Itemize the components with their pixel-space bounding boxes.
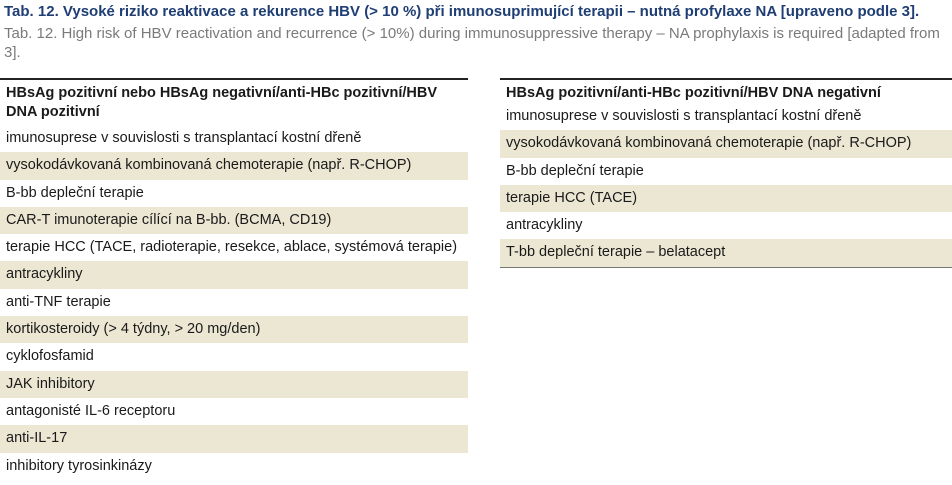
table-row: vysokodávkovaná kombinovaná chemoterapie (např. R-CHOP) xyxy=(500,130,952,157)
table-row: anti-IL-17 xyxy=(0,425,468,452)
table-row: anti-TNF terapie xyxy=(6,293,111,310)
left-column-heading: HBsAg pozitivní nebo HBsAg negativní/anti-HBc pozitivní/HBV DNA pozitivní xyxy=(0,78,468,125)
table-row: terapie HCC (TACE, radioterapie, resekce, ablace, systémová terapie) xyxy=(6,239,458,256)
table-row: kortikosteroidy (> 4 týdny, > 20 mg/den) xyxy=(0,316,468,343)
table-row: cyklofosfamid xyxy=(6,348,94,365)
table-row: antracykliny xyxy=(0,261,468,288)
caption-english: Tab. 12. High risk of HBV reactivation and recurrence (> 10%) during immunosuppressive therapy – NA prophylaxis is required [adapted from 3]. xyxy=(4,25,940,61)
right-column-rows xyxy=(500,103,952,268)
left-column xyxy=(0,78,468,480)
right-column-heading: HBsAg pozitivní/anti-HBc pozitivní/HBV DNA negativní xyxy=(500,78,952,103)
table-row: JAK inhibitory xyxy=(0,371,468,398)
table-row: imunosuprese v souvislosti s transplantací kostní dřeně xyxy=(6,130,362,146)
left-column-rows xyxy=(0,125,468,480)
right-column xyxy=(500,78,952,268)
table-row: imunosuprese v souvislosti s transplantací kostní dřeně xyxy=(506,108,862,124)
caption-czech: Tab. 12. Vysoké riziko reaktivace a rekurence HBV (> 10 %) při imunosuprimující terapii – nutná profylaxe NA [upraveno podle 3]. xyxy=(4,3,920,20)
table-row: vysokodávkovaná kombinovaná chemoterapie (např. R-CHOP) xyxy=(0,152,468,179)
table-row: inhibitory tyrosinkinázy xyxy=(6,457,152,474)
table-row: CAR-T imunoterapie cílící na B-bb. (BCMA, CD19) xyxy=(0,207,468,234)
table-row: B-bb depleční terapie xyxy=(506,162,644,179)
table-row: B-bb depleční terapie xyxy=(6,184,144,201)
table-row: antracykliny xyxy=(506,217,583,234)
table-row: T-bb depleční terapie – belatacept xyxy=(500,239,952,266)
table-row: antagonisté IL-6 receptoru xyxy=(6,402,176,419)
table-row: terapie HCC (TACE) xyxy=(500,185,952,212)
table-caption xyxy=(4,2,948,62)
